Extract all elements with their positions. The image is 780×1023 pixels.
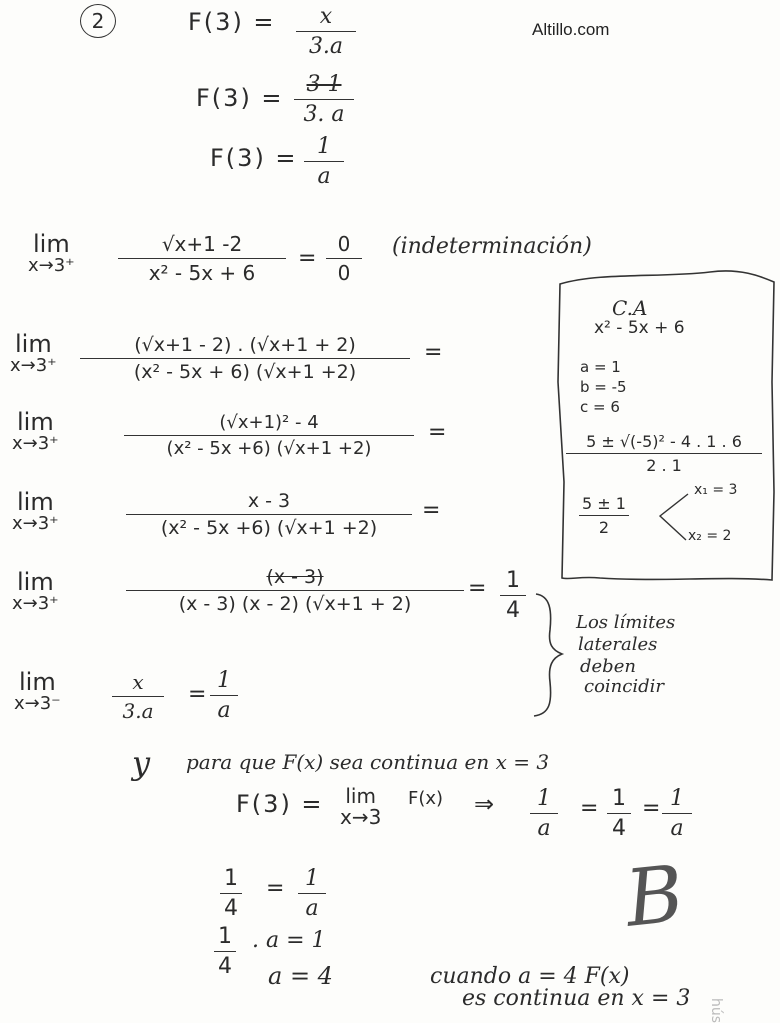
- indeterminacy-note: (indeterminación): [392, 234, 592, 259]
- continuity-fx: F(x): [408, 788, 444, 809]
- fraction-bar: [126, 514, 412, 515]
- solve-left1: [218, 866, 244, 921]
- fraction-bar: [126, 590, 464, 591]
- fraction-denominator: a: [670, 816, 684, 841]
- fraction-numerator: √x+1 -2: [161, 232, 243, 256]
- side-box-b: b = -5: [580, 378, 627, 396]
- side-note-line1: Los límites: [576, 612, 676, 633]
- fraction-denominator: 3. a: [303, 102, 345, 127]
- limit3-operator: [12, 410, 59, 454]
- lim-word: lim: [18, 668, 56, 696]
- lim-subscript: x→3⁺: [12, 433, 59, 455]
- fraction-numerator: x: [132, 670, 144, 694]
- fraction-denominator: 4: [506, 598, 520, 623]
- fraction-denominator: 2: [598, 518, 610, 537]
- limit1-result: [326, 232, 362, 285]
- fraction-numerator: x - 3: [247, 490, 291, 512]
- solve-left2: [212, 924, 238, 979]
- lim-subscript: x→3⁻: [14, 693, 61, 715]
- f3-line1-fraction: [296, 4, 356, 59]
- fraction-numerator: 1: [537, 786, 551, 811]
- continuity-limit: [340, 786, 381, 828]
- fraction-bar: [304, 161, 344, 162]
- fraction-bar: [112, 696, 164, 697]
- fraction-bar: [326, 258, 362, 259]
- edge-mark: hús: [708, 998, 724, 1023]
- limit2-operator: [10, 332, 57, 376]
- f3-line3-fraction: [304, 134, 344, 189]
- conclusion-line2: es continua en x = 3: [462, 986, 691, 1011]
- fraction-bar: [220, 893, 242, 894]
- problem-number: 2: [80, 4, 116, 38]
- implies-arrow: ⇒: [474, 790, 495, 818]
- continuity-eq2: =: [642, 796, 661, 821]
- limit3-equals: =: [428, 420, 447, 445]
- lim-subscript: x→3⁺: [10, 355, 57, 377]
- limit1-operator: [28, 232, 75, 276]
- fraction-denominator: 3.a: [122, 699, 154, 723]
- roots-fraction: [576, 494, 632, 537]
- limit6-operator: [14, 670, 61, 714]
- f3-line3-left: F(3) =: [210, 144, 298, 172]
- continuity-eq-left: F(3) =: [236, 790, 324, 818]
- lim-subscript: x→3: [340, 805, 382, 829]
- fraction-denominator: 0: [337, 261, 351, 285]
- fraction-bar: [118, 258, 286, 259]
- fraction-bar: [80, 358, 410, 359]
- fraction-numerator: 1: [612, 786, 626, 811]
- side-note-line2: laterales: [578, 634, 658, 655]
- fraction-bar: [296, 31, 356, 32]
- solve-result: a = 4: [268, 962, 333, 990]
- fraction-numerator: 5 ± √(-5)² - 4 . 1 . 6: [586, 432, 742, 451]
- side-box-title: C.A: [612, 296, 648, 320]
- continuity-frac2: [606, 786, 632, 841]
- fraction-bar: [566, 453, 762, 454]
- solve-right1: [298, 866, 326, 921]
- fraction-denominator: x² - 5x + 6: [148, 261, 256, 285]
- lim-subscript: x→3⁺: [28, 255, 75, 277]
- fraction-numerator: 1: [218, 924, 232, 949]
- limit5-equals: =: [468, 576, 487, 601]
- fraction-denominator: (x² - 5x + 6) (√x+1 +2): [133, 361, 357, 383]
- conclusion-line1: cuando a = 4 F(x): [430, 964, 630, 989]
- continuity-eq1: =: [580, 796, 599, 821]
- limit2-fraction: [80, 334, 410, 383]
- lim-word: lim: [32, 230, 70, 258]
- limit2-equals: =: [424, 340, 443, 365]
- limit5-fraction: [126, 566, 464, 615]
- fraction-bar: [124, 435, 414, 436]
- fraction-denominator: a: [317, 164, 331, 189]
- limit4-operator: [12, 490, 59, 534]
- grade-mark: B: [621, 849, 688, 945]
- fraction-bar: [294, 99, 354, 100]
- fraction-bar: [579, 515, 629, 516]
- quadratic-formula: [566, 432, 762, 475]
- fraction-denominator: (x² - 5x +6) (√x+1 +2): [160, 517, 378, 539]
- side-note-line4: coincidir: [584, 676, 664, 697]
- lim-word: lim: [16, 488, 54, 516]
- fraction-numerator: 1: [217, 668, 231, 693]
- fraction-numerator: 1: [224, 866, 238, 891]
- lim-word: lim: [345, 784, 376, 808]
- fraction-numerator: 1: [670, 786, 684, 811]
- fraction-bar: [298, 893, 326, 894]
- fraction-denominator: a: [305, 896, 319, 921]
- lim-subscript: x→3⁺: [12, 593, 59, 615]
- limit1-equals: =: [298, 246, 317, 271]
- fraction-denominator: 4: [218, 954, 232, 979]
- limit5-result: [500, 568, 526, 623]
- side-box-poly: x² - 5x + 6: [594, 318, 685, 338]
- limit4-fraction: [126, 490, 412, 539]
- continuity-frac3: [662, 786, 692, 841]
- fraction-bar: [662, 813, 692, 814]
- solve-eq1: =: [266, 876, 285, 901]
- side-box-c: c = 6: [580, 398, 620, 416]
- fraction-bar: [530, 813, 558, 814]
- f3-line1-left: F(3) =: [188, 8, 276, 36]
- solve-rest2: . a = 1: [252, 928, 326, 953]
- fraction-numerator: (√x+1 - 2) . (√x+1 + 2): [134, 334, 356, 356]
- limit4-equals: =: [422, 498, 441, 523]
- limit5-operator: [12, 570, 59, 614]
- lim-word: lim: [14, 330, 52, 358]
- lim-word: lim: [16, 408, 54, 436]
- fraction-denominator: 4: [224, 896, 238, 921]
- roots-branch: [652, 488, 692, 548]
- fraction-numerator: 1: [317, 134, 331, 159]
- fraction-numerator: 1: [305, 866, 319, 891]
- fraction-bar: [214, 951, 236, 952]
- fraction-denominator: (x - 3) (x - 2) (√x+1 + 2): [178, 593, 412, 615]
- continuity-frac1: [530, 786, 558, 841]
- fraction-numerator: 5 ± 1: [582, 494, 626, 513]
- fraction-denominator: a: [537, 816, 551, 841]
- limit6-fraction: [112, 670, 164, 723]
- fraction-numerator: x: [319, 4, 333, 29]
- limit3-fraction: [124, 412, 414, 459]
- fraction-denominator: (x² - 5x +6) (√x+1 +2): [166, 438, 372, 459]
- fraction-numerator: (x - 3): [266, 566, 324, 588]
- fraction-denominator: 2 . 1: [646, 456, 682, 475]
- fraction-bar: [500, 595, 526, 596]
- fraction-bar: [210, 695, 238, 696]
- fraction-numerator: 3 1: [306, 72, 342, 97]
- continuity-y: y: [132, 744, 151, 782]
- fraction-bar: [607, 813, 631, 814]
- right-brace: [530, 590, 566, 720]
- side-note-line3: deben: [580, 656, 636, 677]
- fraction-numerator: 0: [337, 232, 351, 256]
- fraction-denominator: a: [217, 698, 231, 723]
- root-x1: x₁ = 3: [694, 482, 738, 498]
- watermark: Altillo.com: [532, 20, 610, 39]
- continuity-text: para que F(x) sea continua en x = 3: [186, 750, 550, 774]
- f3-line2-fraction: [294, 72, 354, 127]
- lim-subscript: x→3⁺: [12, 513, 59, 535]
- lim-word: lim: [16, 568, 54, 596]
- f3-line2-left: F(3) =: [196, 84, 284, 112]
- fraction-denominator: 3.a: [308, 34, 344, 59]
- limit6-result: [210, 668, 238, 723]
- fraction-numerator: (√x+1)² - 4: [219, 412, 319, 433]
- side-box-a: a = 1: [580, 358, 621, 376]
- limit1-fraction: [118, 232, 286, 285]
- fraction-numerator: 1: [506, 568, 520, 593]
- limit6-equals: =: [188, 682, 207, 707]
- root-x2: x₂ = 2: [688, 528, 732, 544]
- fraction-denominator: 4: [612, 816, 626, 841]
